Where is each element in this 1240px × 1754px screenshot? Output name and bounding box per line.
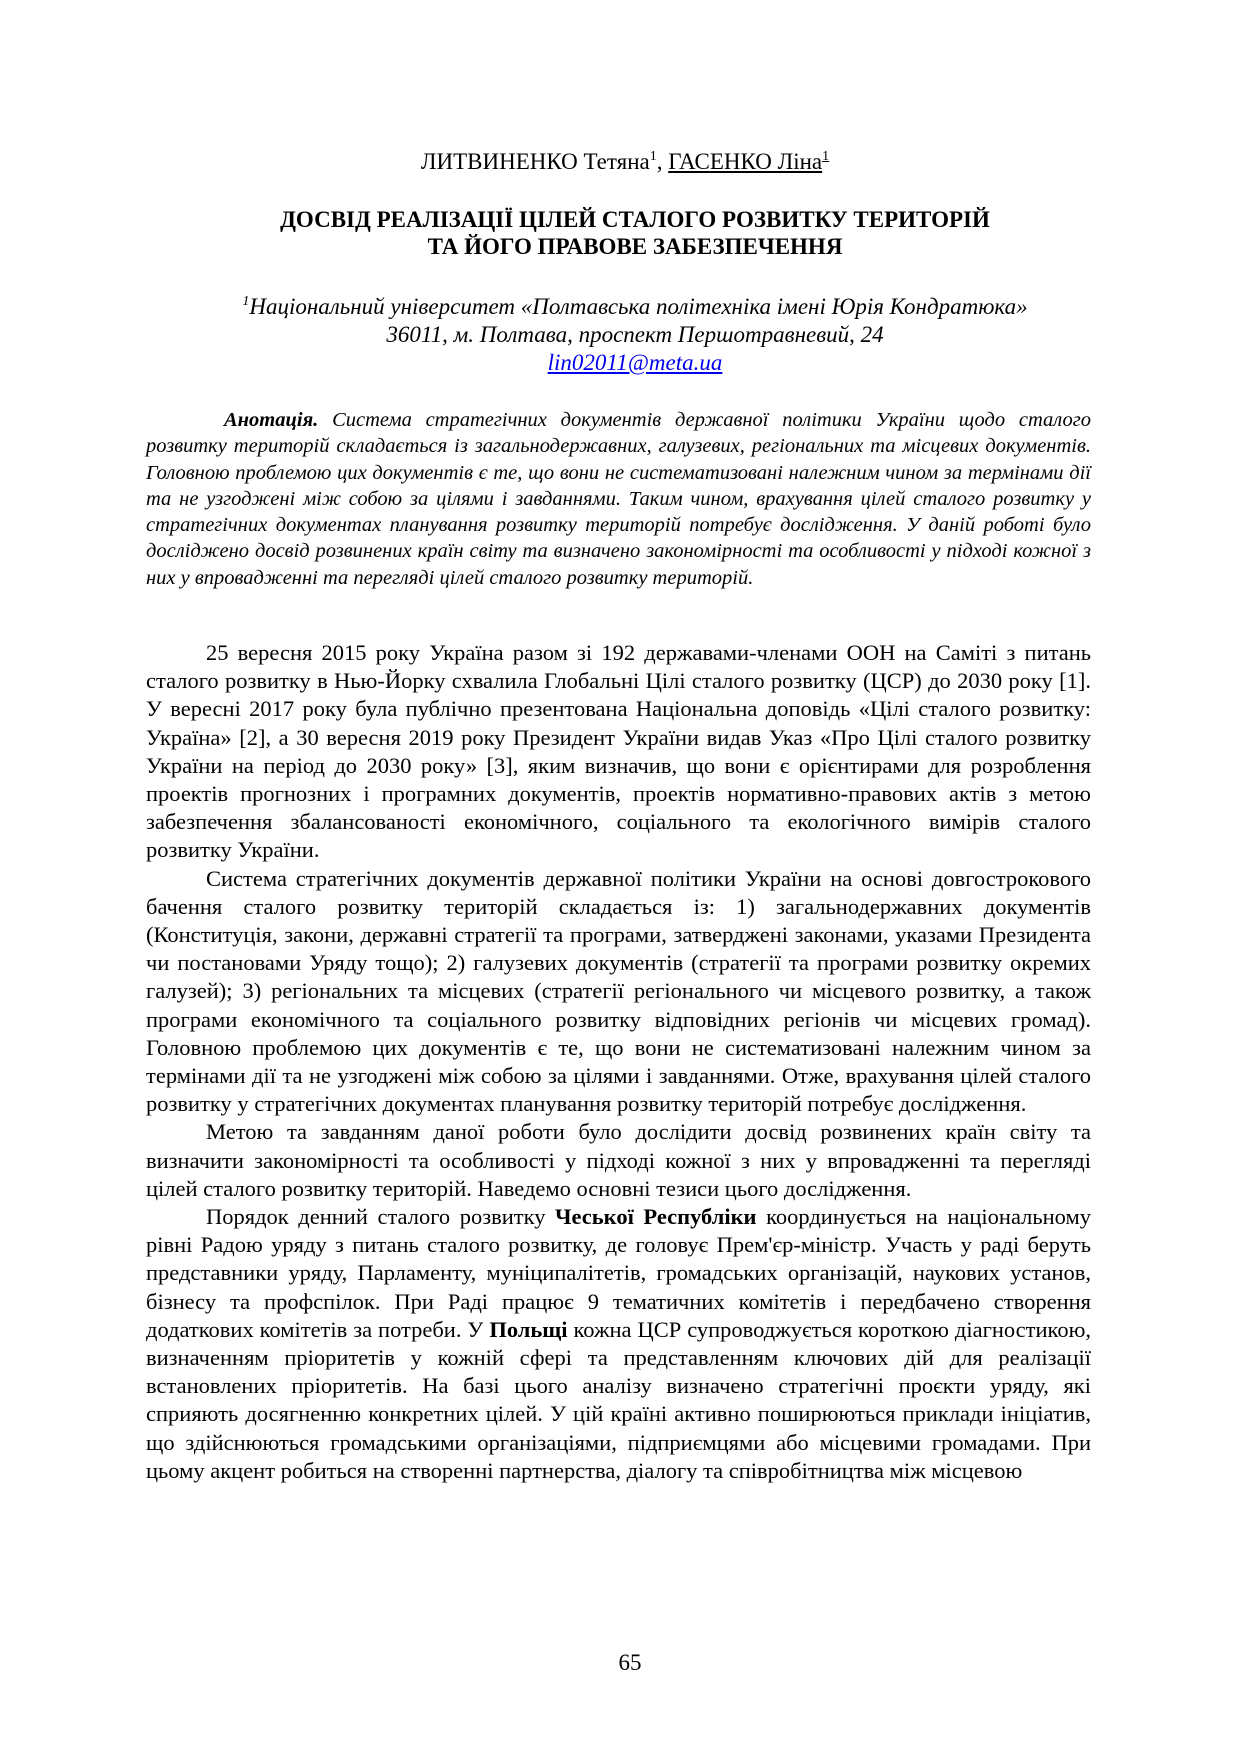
institution-name: Національний університет «Полтавська політехніка імені Юрія Кондратюка» (249, 294, 1028, 319)
email-line (30, 349, 1240, 377)
author-2-affiliation-mark: 1 (822, 149, 830, 164)
affiliation-mark: 1 (242, 294, 250, 309)
institution-line (30, 293, 1240, 321)
paragraph-4-text-a: Порядок денний сталого розвитку (206, 1204, 556, 1230)
title-line-1: ДОСВІД РЕАЛІЗАЦІЇ ЦІЛЕЙ СТАЛОГО РОЗВИТКУ ТЕРИТОРІЙ (280, 207, 990, 232)
author-separator: , (656, 149, 669, 174)
author-1-name: ЛИТВИНЕНКО Тетяна (420, 149, 650, 174)
paragraph-2: Система стратегічних документів державної політики України на основі довгострокового бачення сталого розвитку територій складається із: 1) загальнодержавних документів (Конституція, закони, державні стратегії та програми, затверджені законами, указами Президента чи постановами Уряду тощо); 2) галузевих документів (стратегії та програми розвитку окремих галузей); 3) регіональних та місцевих (стратегії регіонального чи місцевого розвитку, а також програми економічного та соціального розвитку відповідних регіонів чи місцевих громад). Головною проблемою цих документів є те, що вони не систематизовані належним чином за термінами дії та не узгоджені між собою за цілями і завданнями. Отже, врахування цілей сталого розвитку у стратегічних документах планування розвитку територій потребує дослідження. (146, 865, 1091, 1117)
country-poland: Польщі (489, 1316, 568, 1342)
email-link[interactable]: lin02011@meta.ua (547, 350, 723, 375)
affiliation-block (0, 293, 1240, 377)
country-czech-republic: Чеської Республіки (555, 1204, 757, 1230)
author-2-name: ГАСЕНКО Ліна (668, 149, 823, 174)
address-line: 36011, м. Полтава, проспект Першотравневий, 24 (386, 322, 884, 347)
paragraph-4-text-c: кожна ЦСР супроводжується короткою діагностикою, визначенням пріоритетів у кожній сфері та представленням ключових дій для реалізації встановлених пріоритетів. На базі цього аналізу визначено стратегічні проєкти уряду, які сприяють досягненню конкретних цілей. У цій країні активно поширюються приклади ініціатив, що здійснюються громадськими організаціями, підприємцями або місцевими громадами. При цьому акцент робиться на створенні партнерства, діалогу та співробітництва між місцевою (146, 1316, 1091, 1483)
paragraph-1: 25 вересня 2015 року Україна разом зі 192 державами-членами ООН на Саміті з питань сталого розвитку в Нью-Йорку схвалила Глобальні Цілі сталого розвитку (ЦСР) до 2030 року [1]. У вересні 2017 року була публічно презентована Національна доповідь «Цілі сталого розвитку: Україна» [2], а 30 вересня 2019 року Президент України видав Указ «Про Цілі сталого розвитку України на період до 2030 року» [3], яким визначив, що вони є орієнтирами для розроблення проектів прогнозних і програмних документів, проектів нормативно-правових актів з метою забезпечення збалансованості економічного, соціального та екологічного вимірів сталого розвитку України. (146, 640, 1091, 863)
abstract-label: Анотація. (224, 409, 319, 431)
paper-title (0, 206, 1240, 260)
body-text (146, 639, 1091, 1485)
paragraph-4 (146, 1203, 1091, 1485)
title-line-2: ТА ЙОГО ПРАВОВЕ ЗАБЕЗПЕЧЕННЯ (427, 234, 843, 259)
paragraph-4-text-b: координується на національному рівні Радою уряду з питань сталого розвитку, де головує Прем'єр-міністр. Участь у раді беруть представники уряду, Парламенту, муніципалітетів, громадських організацій, наукових установ, бізнесу та профспілок. При Раді працює 9 тематичних комітетів і передбачено створення додаткових комітетів за потреби. У (146, 1204, 1091, 1342)
abstract-text: Система стратегічних документів державної політики України щодо сталого розвитку територій складається із загальнодержавних, галузевих, регіональних та місцевих документів. Головною проблемою цих документів є те, що вони не систематизовані належним чином за термінами дії та не узгоджені між собою за цілями і завданнями. Таким чином, врахування цілей сталого розвитку у стратегічних документах планування розвитку територій потребує дослідження. У даній роботі було досліджено досвід розвинених країн світу та визначено закономірності та особливості у підході кожної з них у впровадженні та перегляді цілей сталого розвитку територій. (146, 409, 1091, 589)
paragraph-3: Метою та завданням даної роботи було дослідити досвід розвинених країн світу та визначити закономірності та особливості у підході кожної з них у впровадженні та перегляді цілей сталого розвитку територій. Наведемо основні тезиси цього дослідження. (146, 1119, 1091, 1201)
page-number: 65 (618, 1650, 642, 1675)
authors-line (0, 148, 1240, 176)
author-1-affiliation-mark: 1 (649, 149, 657, 164)
abstract (146, 407, 1091, 591)
